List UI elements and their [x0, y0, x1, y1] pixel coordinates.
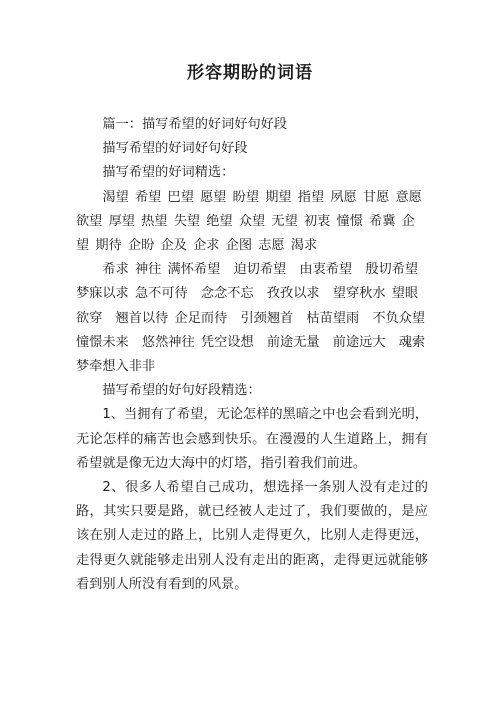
subheading: 描写希望的好词好句好段 — [102, 141, 248, 157]
section-heading: 篇一：描写希望的好词好句好段 — [102, 117, 288, 132]
page-title: 形容期盼的词语 — [187, 63, 313, 83]
paragraph-1: 1、当拥有了希望，无论怎样的黑暗之中也会看到光明，无论怎样的痛苦也会感到快乐。在漫漫的人生道路上，拥有希望就是像无边大海中的灯塔，指引着我们前进。 — [76, 407, 428, 471]
paragraph-2: 2、很多人希望自己成功，想选择一条别人没有走过的路，其实只要是路，就已经被人走过了，我们要做的，是应该在别人走过的路上，比别人走得更久，比别人走得更远，走得更久就能够走出别人没有走出的距离，走得更远就能够看到别人所没有看到的风景。 — [76, 480, 428, 592]
document-body — [76, 113, 439, 597]
words-list-2: 希求 神往 满怀希望 迫切希望 由衷希望 殷切希望 梦寐以求 急不可待 念念不忘 孜孜以求 望穿秋水 望眼欲穿 翘首以待 企足而待 引颈翘首 枯苗望雨 不负众望 憧憬未来 悠然神往 凭空设想 前途无量 前途远大 魂索梦牵想入非非 — [76, 262, 439, 375]
sentences-heading: 描写希望的好句好段精选： — [102, 383, 261, 399]
words-list-1: 渴望 希望 巴望 愿望 盼望 期望 指望 夙愿 甘愿 意愿 欲望 厚望 热望 失望 绝望 众望 无望 初衷 憧憬 希冀 企望 期待 企盼 企及 企求 企图 志愿 渴求 — [76, 189, 422, 254]
words-heading: 描写希望的好词精选： — [102, 165, 235, 181]
